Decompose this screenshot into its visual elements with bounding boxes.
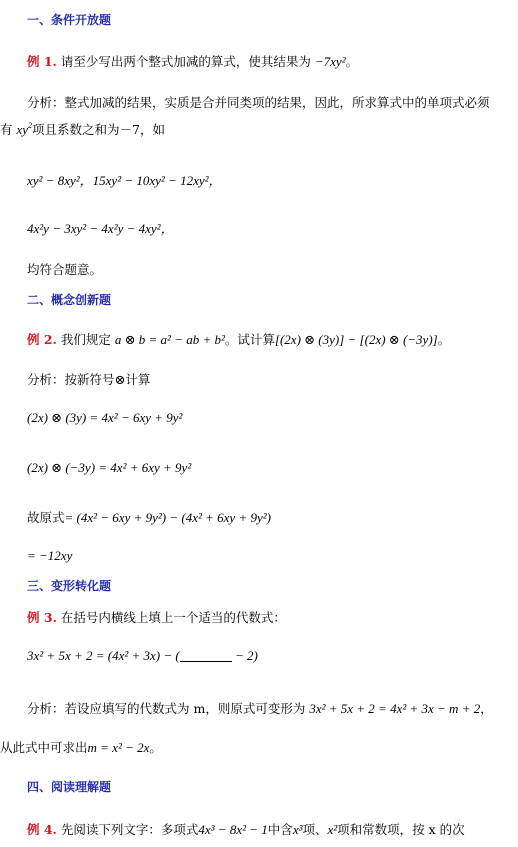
analysis-text-b: 项且系数之和为－7，如 <box>32 122 166 137</box>
example-3-equation <box>27 648 258 664</box>
example-1-text: 请至少写出两个整式加减的算式，使其结果为 <box>60 54 311 69</box>
example-2-statement <box>27 332 450 348</box>
example-4-text-a: 先阅读下列文字：多项式 <box>60 822 199 837</box>
example-1-tail: 。 <box>345 54 359 69</box>
example-2-compute: [(2x) ⊗ (3y)] − [(2x) ⊗ (−3y)] <box>274 332 438 347</box>
example-2-definition: a ⊗ b = a² − ab + b² <box>114 332 225 347</box>
example-2-line4: = −12xy <box>27 548 73 563</box>
example-3-text: 在括号内横线上填上一个适当的代数式： <box>60 610 286 625</box>
example-4-term2: x² <box>327 822 338 837</box>
line3-expression: = (4x² − 6xy + 9y²) − (4x² + 6xy + 9y²) <box>64 510 271 525</box>
example-2-line3 <box>27 510 271 526</box>
example-2-line2: (2x) ⊗ (−3y) = 4x² + 6xy + 9y² <box>27 460 192 475</box>
section-heading-2: 二、概念创新题 <box>27 293 112 307</box>
answer-blank[interactable] <box>180 648 232 662</box>
example-3-analysis-line2 <box>0 740 162 756</box>
example-3-label: 例 3. <box>27 610 57 625</box>
analysis-text: 分析：若设应填写的代数式为 m，则原式可变形为 <box>27 701 306 716</box>
equation-left: 3x² + 5x + 2 = (4x² + 3x) − ( <box>27 648 180 663</box>
section-heading-4: 四、阅读理解题 <box>27 780 112 794</box>
analysis-tail: 计算 <box>125 372 151 387</box>
analysis-line2-text: 从此式中可求出 <box>0 740 88 755</box>
example-2-text: 我们规定 <box>60 332 111 347</box>
example-2-analysis <box>27 372 150 388</box>
example-2-line1: (2x) ⊗ (3y) = 4x² − 6xy + 9y² <box>27 410 183 425</box>
term-xy2: $xy^2$ <box>16 121 33 137</box>
example-4-label: 例 4. <box>27 822 57 837</box>
analysis-equation: 3x² + 5x + 2 = 4x² + 3x − m + 2 <box>309 701 481 716</box>
example-4-polynomial: 4x³ − 8x² − 1 <box>198 822 268 837</box>
example-1-result: −7xy² <box>314 54 346 69</box>
example-4-text-d: 项和常数项，按 x 的次 <box>337 822 465 837</box>
example-3-statement <box>27 610 286 626</box>
section-heading-3: 三、变形转化题 <box>27 579 112 593</box>
analysis-line2-equation: m = x² − 2x <box>87 740 150 755</box>
analysis-text-a: 有 <box>0 122 13 137</box>
example-1-analysis-line2 <box>0 122 165 138</box>
example-3-analysis-line1 <box>27 701 493 717</box>
analysis-text: 分析：按新符号 <box>27 372 115 387</box>
example-1-statement <box>27 54 358 70</box>
section-heading-1: 一、条件开放题 <box>27 13 112 27</box>
example-1-expression-1: xy² − 8xy²，15xy² − 10xy² − 12xy²， <box>27 173 222 188</box>
example-1-expression-2: 4x²y − 3xy² − 4x²y − 4xy²， <box>27 221 174 236</box>
line3-prefix: 故原式 <box>27 510 65 525</box>
otimes-symbol: ⊗ <box>114 372 126 387</box>
analysis-line2-tail: 。 <box>149 740 162 755</box>
example-1-conclusion: 均符合题意。 <box>27 262 103 277</box>
equation-right: − 2) <box>231 648 258 663</box>
analysis-tail: ， <box>480 701 493 716</box>
example-4-text-c: 项、 <box>302 822 328 837</box>
example-1-label: 例 1. <box>27 54 57 69</box>
example-2-mid: 。试计算 <box>224 332 275 347</box>
example-2-label: 例 2. <box>27 332 57 347</box>
example-4-term1: x³ <box>292 822 303 837</box>
example-2-tail: 。 <box>437 332 451 347</box>
example-4-statement <box>27 822 465 838</box>
example-4-text-b: 中含 <box>267 822 293 837</box>
example-1-analysis-line1: 分析：整式加减的结果，实质是合并同类项的结果，因此，所求算式中的单项式必须 <box>27 95 490 110</box>
